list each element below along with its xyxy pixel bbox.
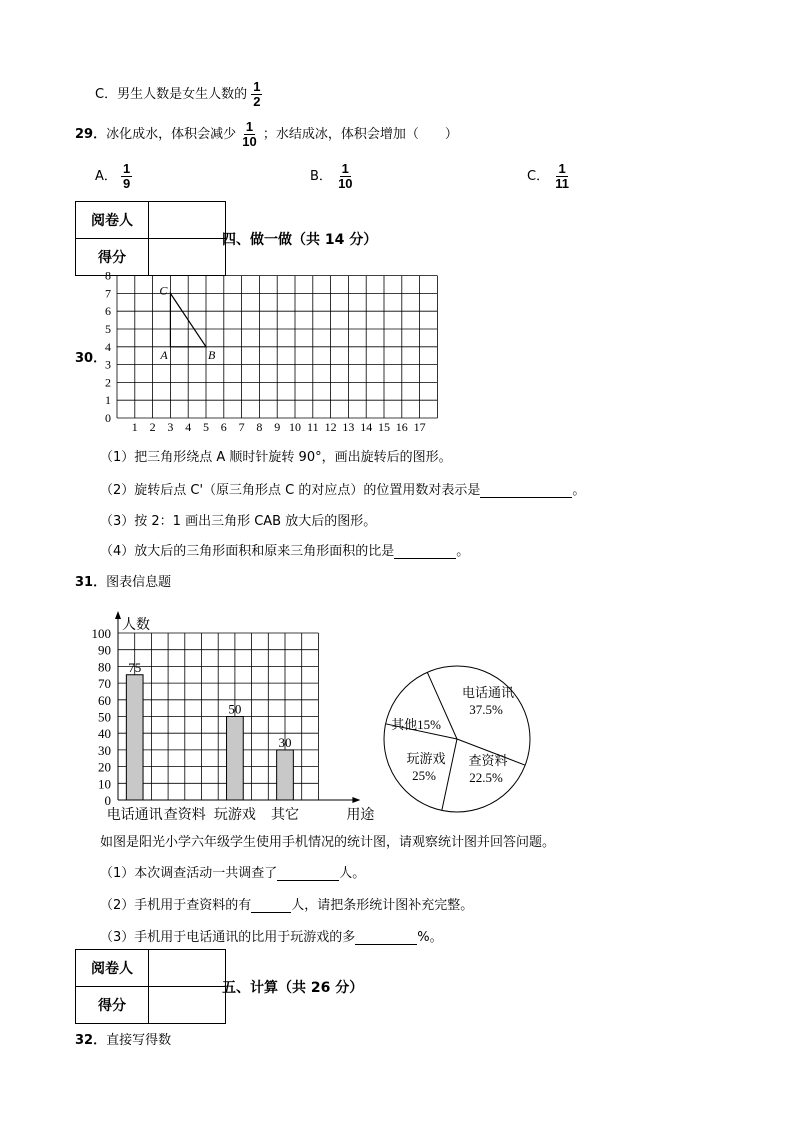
x-tick-label: 5 [203,420,209,434]
reviewer-label: 阅卷人 [76,202,149,239]
x-tick-label: 13 [342,420,355,434]
point-b-label: B [208,347,216,362]
q31-answer-3[interactable] [355,929,417,945]
q28-option-c [95,80,262,109]
x-tick-label: 10 [289,420,301,434]
y-tick-label: 20 [98,759,111,775]
point-c-label: C [159,283,168,298]
q31-item-2: （2）手机用于查资料的有 人，请把条形统计图补充完整。 [100,898,474,913]
q32-heading: 32．直接写得数 [75,1033,172,1048]
q29-text-b: ；水结成冰，体积会增加（ ） [262,127,458,142]
x-tick-label: 8 [256,420,263,434]
pie-slice-value: 22.5% [469,770,503,785]
y-axis-arrow [115,611,121,619]
q28-option-c-text: C．男生人数是女生人数的 [95,87,248,102]
q29-stem-fraction: $\frac{1}{10}$ [242,119,257,149]
q29-stem [75,120,458,149]
q31-pie-chart [378,663,538,818]
bar [227,717,244,801]
x-tick-label: 2 [149,420,156,434]
x-tick-label: 6 [220,420,227,434]
y-tick-label: 7 [105,286,111,301]
pie-slice-value: 25% [412,768,436,783]
y-tick-label: 60 [98,692,111,708]
y-tick-label: 100 [91,626,111,641]
pie-slice-label: 其他15% [391,717,441,732]
q30-coordinate-grid [95,268,445,438]
y-axis-label: 人数 [122,618,150,633]
x-tick-label: 17 [413,420,426,434]
q31-bar-chart [88,598,378,823]
category-label: 电话通讯 [106,808,163,823]
q30-item-1: （1）把三角形绕点 A 顺时针旋转 90°，画出旋转后的图形。 [100,450,452,465]
bar-data-label: 30 [278,734,292,750]
q29-option-c[interactable]: C． $\frac{1}{11}$ [527,161,569,191]
score-label: 得分 [76,987,149,1024]
score-cell[interactable] [149,987,226,1024]
point-a-label: A [160,347,168,362]
x-tick-label: 14 [360,420,373,434]
y-tick-label: 0 [104,793,111,808]
x-axis-label: 用途 [346,808,375,823]
section4-score-table [75,201,226,276]
pie-slice-label: 玩游戏 [406,751,446,766]
reviewer-cell[interactable] [149,202,226,239]
q31-item-1: （1）本次调查活动一共调查了 人。 [100,866,366,881]
q29-option-a[interactable]: A． $\frac{1}{9}$ [95,161,131,191]
x-tick-label: 16 [395,420,408,434]
q30-number: 30． [75,351,107,366]
q31-intro: 如图是阳光小学六年级学生使用手机情况的统计图，请观察统计图并回答问题。 [100,835,556,850]
q30-item-3: （3）按 2：1 画出三角形 CAB 放大后的图形。 [100,514,377,529]
y-tick-label: 70 [98,676,111,692]
pie-slice-label: 查资料 [468,753,508,768]
y-tick-label: 4 [105,339,111,354]
y-tick-label: 5 [105,322,111,336]
q31-answer-2[interactable] [251,897,291,913]
y-tick-label: 3 [105,357,111,372]
bar [277,750,294,800]
bar-data-label: 50 [228,701,242,717]
category-label: 其它 [271,808,299,823]
q30-item-4: （4）放大后的三角形面积和原来三角形面积的比是 。 [100,544,470,559]
x-tick-label: 15 [378,420,390,434]
q30-answer-2[interactable] [480,482,572,498]
section4-title: 四、做一做（共 14 分） [222,232,378,248]
x-tick-label: 3 [167,420,174,434]
section5-score-table [75,949,226,1024]
y-tick-label: 50 [98,709,111,725]
q30-answer-4[interactable] [394,543,456,559]
y-tick-label: 6 [105,304,111,319]
x-tick-label: 12 [324,420,337,434]
x-tick-label: 7 [238,420,245,434]
bar-data-label: 75 [128,659,142,675]
score-label: 得分 [76,239,149,276]
y-tick-label: 40 [98,726,111,742]
score-cell[interactable] [149,239,226,276]
y-tick-label: 10 [98,776,111,792]
y-tick-label: 30 [98,742,111,758]
category-label: 查资料 [163,808,206,823]
reviewer-label: 阅卷人 [76,950,149,987]
q28-option-c-fraction: $\frac{1}{2}$ [253,79,261,109]
y-tick-label: 1 [105,393,111,408]
y-tick-label: 2 [105,375,111,390]
x-axis-arrow [352,797,360,803]
y-tick-label: 80 [98,659,111,675]
x-tick-label: 9 [274,420,281,434]
bar [126,675,143,800]
q31-item-3: （3）手机用于电话通讯的比用于玩游戏的多 %。 [100,930,443,945]
pie-slice-value: 37.5% [469,702,503,717]
x-tick-label: 4 [185,420,192,434]
x-tick-label: 11 [307,420,319,434]
category-label: 玩游戏 [213,808,256,823]
q30-item-2: （2）旋转后点 C'（原三角形点 C 的对应点）的位置用数对表示是 。 [100,483,586,498]
x-tick-label: 1 [131,420,138,434]
section5-title: 五、计算（共 26 分） [222,980,364,996]
y-tick-label: 8 [105,268,111,283]
y-tick-label: 0 [105,411,111,425]
q29-option-b[interactable]: B． $\frac{1}{10}$ [310,161,353,191]
q31-answer-1[interactable] [277,865,339,881]
y-tick-label: 90 [98,642,111,658]
pie-slice-label: 电话通讯 [461,685,515,700]
reviewer-cell[interactable] [149,950,226,987]
q31-heading: 31．图表信息题 [75,575,172,590]
q29-number: 29． [75,127,107,142]
q29-text-a: 冰化成水，体积会减少 [106,127,237,142]
